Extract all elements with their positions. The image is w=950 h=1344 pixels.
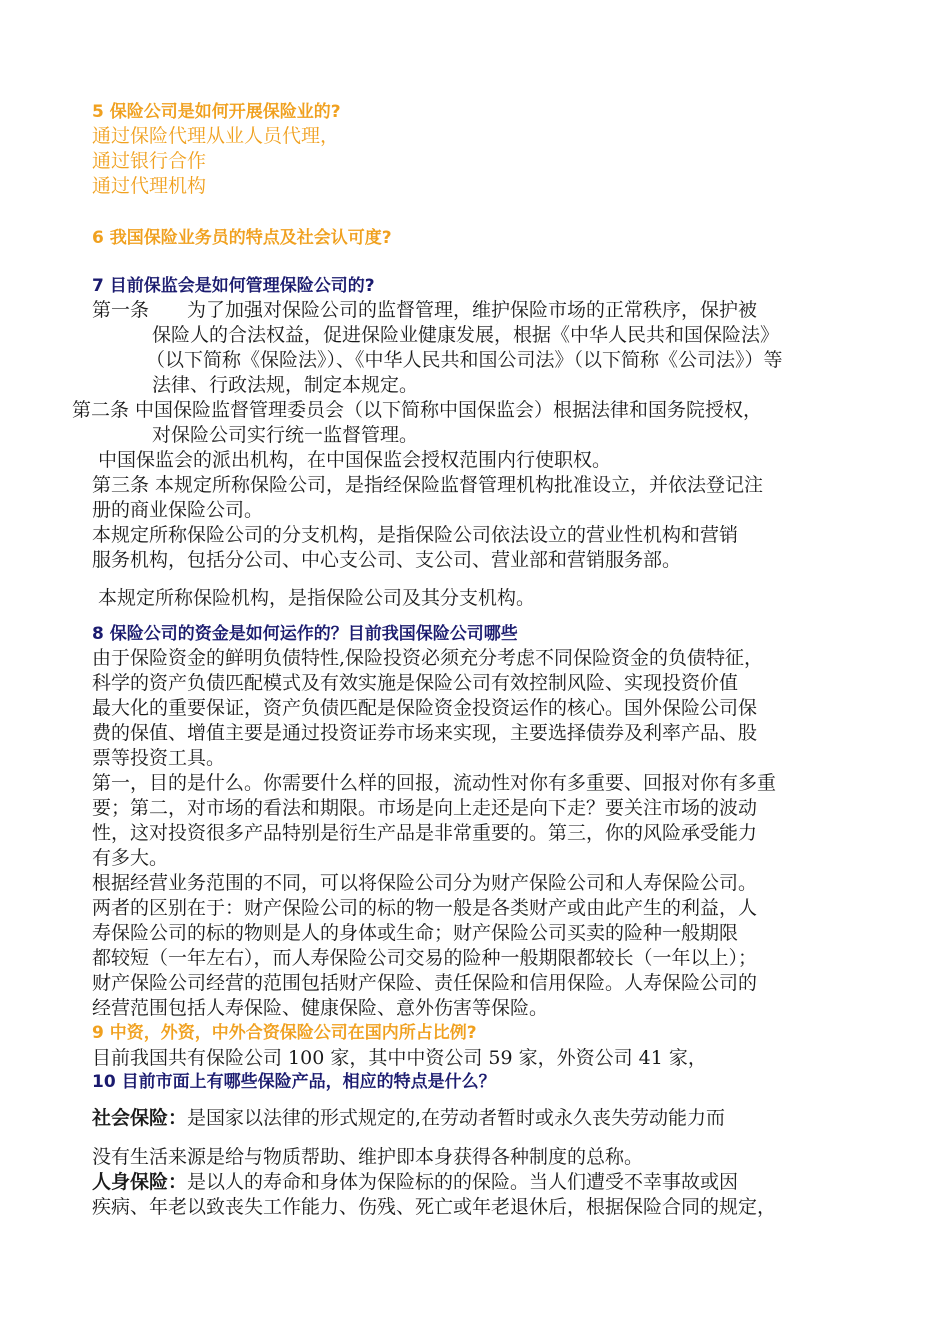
q8-line: 经营范围包括人寿保险、健康保险、意外伤害等保险。 bbox=[92, 997, 549, 1019]
q5-heading: 5 保险公司是如何开展保险业的? bbox=[92, 102, 341, 122]
q8-line: 根据经营业务范围的不同，可以将保险公司分为财产保险公司和人寿保险公司。 bbox=[92, 872, 758, 894]
q7-line: 对保险公司实行统一监督管理。 bbox=[152, 424, 419, 446]
q9-line: 目前我国共有保险公司 100 家，其中中资公司 59 家，外资公司 41 家， bbox=[92, 1047, 707, 1069]
q8-line: 票等投资工具。 bbox=[92, 747, 226, 769]
q7-line: 保险人的合法权益，促进保险业健康发展，根据《中华人民共和国保险法》 bbox=[152, 324, 780, 346]
q8-line: 由于保险资金的鲜明负债特性,保险投资必须充分考虑不同保险资金的负债特征， bbox=[92, 647, 764, 669]
social-insurance-paragraph bbox=[92, 1106, 725, 1131]
q8-heading: 8 保险公司的资金是如何运作的？目前我国保险公司哪些 bbox=[92, 624, 518, 644]
q8-line: 两者的区别在于：财产保险公司的标的物一般是各类财产或由此产生的利益，人 bbox=[92, 897, 758, 919]
q8-line: 要；第二，对市场的看法和期限。市场是向上走还是向下走？要关注市场的波动 bbox=[92, 797, 758, 819]
q8-line: 性，这对投资很多产品特别是衍生产品是非常重要的。第三，你的风险承受能力 bbox=[92, 822, 758, 844]
q8-line: 财产保险公司经营的范围包括财产保险、责任保险和信用保险。人寿保险公司的 bbox=[92, 972, 758, 994]
q8-line: 都较短（一年左右），而人寿保险公司交易的险种一般期限都较长（一年以上）； bbox=[92, 947, 758, 969]
q6-heading: 6 我国保险业务员的特点及社会认可度? bbox=[92, 228, 392, 248]
q7-line: 第二条 中国保险监督管理委员会（以下简称中国保监会）根据法律和国务院授权， bbox=[72, 399, 763, 421]
q7-heading: 7 目前保监会是如何管理保险公司的? bbox=[92, 276, 375, 296]
life-insurance-term: 人身保险： bbox=[92, 1171, 188, 1193]
q7-line: 法律、行政法规，制定本规定。 bbox=[152, 374, 419, 396]
life-insurance-text: 是以人的寿命和身体为保险标的的保险。当人们遭受不幸事故或因 bbox=[187, 1171, 739, 1193]
q8-line: 最大化的重要保证，资产负债匹配是保险资金投资运作的核心。国外保险公司保 bbox=[92, 697, 758, 719]
q5-line: 通过保险代理从业人员代理， bbox=[92, 125, 340, 147]
q7-line: 本规定所称保险公司的分支机构，是指保险公司依法设立的营业性机构和营销 bbox=[92, 524, 739, 546]
q7-line: 第一条 为了加强对保险公司的监督管理，维护保险市场的正常秩序，保护被 bbox=[92, 299, 758, 321]
q7-line: 册的商业保险公司。 bbox=[92, 499, 264, 521]
life-insurance-continuation: 疾病、年老以致丧失工作能力、伤残、死亡或年老退休后，根据保险合同的规定， bbox=[92, 1196, 777, 1218]
q8-line: 第一，目的是什么。你需要什么样的回报，流动性对你有多重要、回报对你有多重 bbox=[92, 772, 777, 794]
q7-line: 本规定所称保险机构，是指保险公司及其分支机构。 bbox=[98, 587, 536, 609]
q7-line: （以下简称《保险法》）、《中华人民共和国公司法》（以下简称《公司法》）等 bbox=[146, 349, 783, 371]
q7-line: 服务机构，包括分公司、中心支公司、支公司、营业部和营销服务部。 bbox=[92, 549, 682, 571]
q8-line: 科学的资产负债匹配模式及有效实施是保险公司有效控制风险、实现投资价值 bbox=[92, 672, 739, 694]
q9-heading: 9 中资，外资，中外合资保险公司在国内所占比例? bbox=[92, 1023, 477, 1043]
q8-line: 有多大。 bbox=[92, 847, 169, 869]
q5-line: 通过代理机构 bbox=[92, 175, 207, 197]
q8-line: 费的保值、增值主要是通过投资证券市场来实现，主要选择债券及利率产品、股 bbox=[92, 722, 758, 744]
social-insurance-continuation: 没有生活来源是给与物质帮助、维护即本身获得各种制度的总称。 bbox=[92, 1146, 644, 1168]
life-insurance-paragraph bbox=[92, 1170, 738, 1195]
social-insurance-text: 是国家以法律的形式规定的,在劳动者暂时或永久丧失劳动能力而 bbox=[187, 1107, 726, 1129]
q10-heading: 10 目前市面上有哪些保险产品，相应的特点是什么？ bbox=[92, 1072, 496, 1092]
q5-line: 通过银行合作 bbox=[92, 150, 207, 172]
q7-line: 中国保监会的派出机构，在中国保监会授权范围内行使职权。 bbox=[98, 449, 612, 471]
social-insurance-term: 社会保险： bbox=[92, 1107, 188, 1129]
q8-line: 寿保险公司的标的物则是人的身体或生命；财产保险公司买卖的险种一般期限 bbox=[92, 922, 739, 944]
q7-line: 第三条 本规定所称保险公司，是指经保险监督管理机构批准设立，并依法登记注 bbox=[92, 474, 764, 496]
